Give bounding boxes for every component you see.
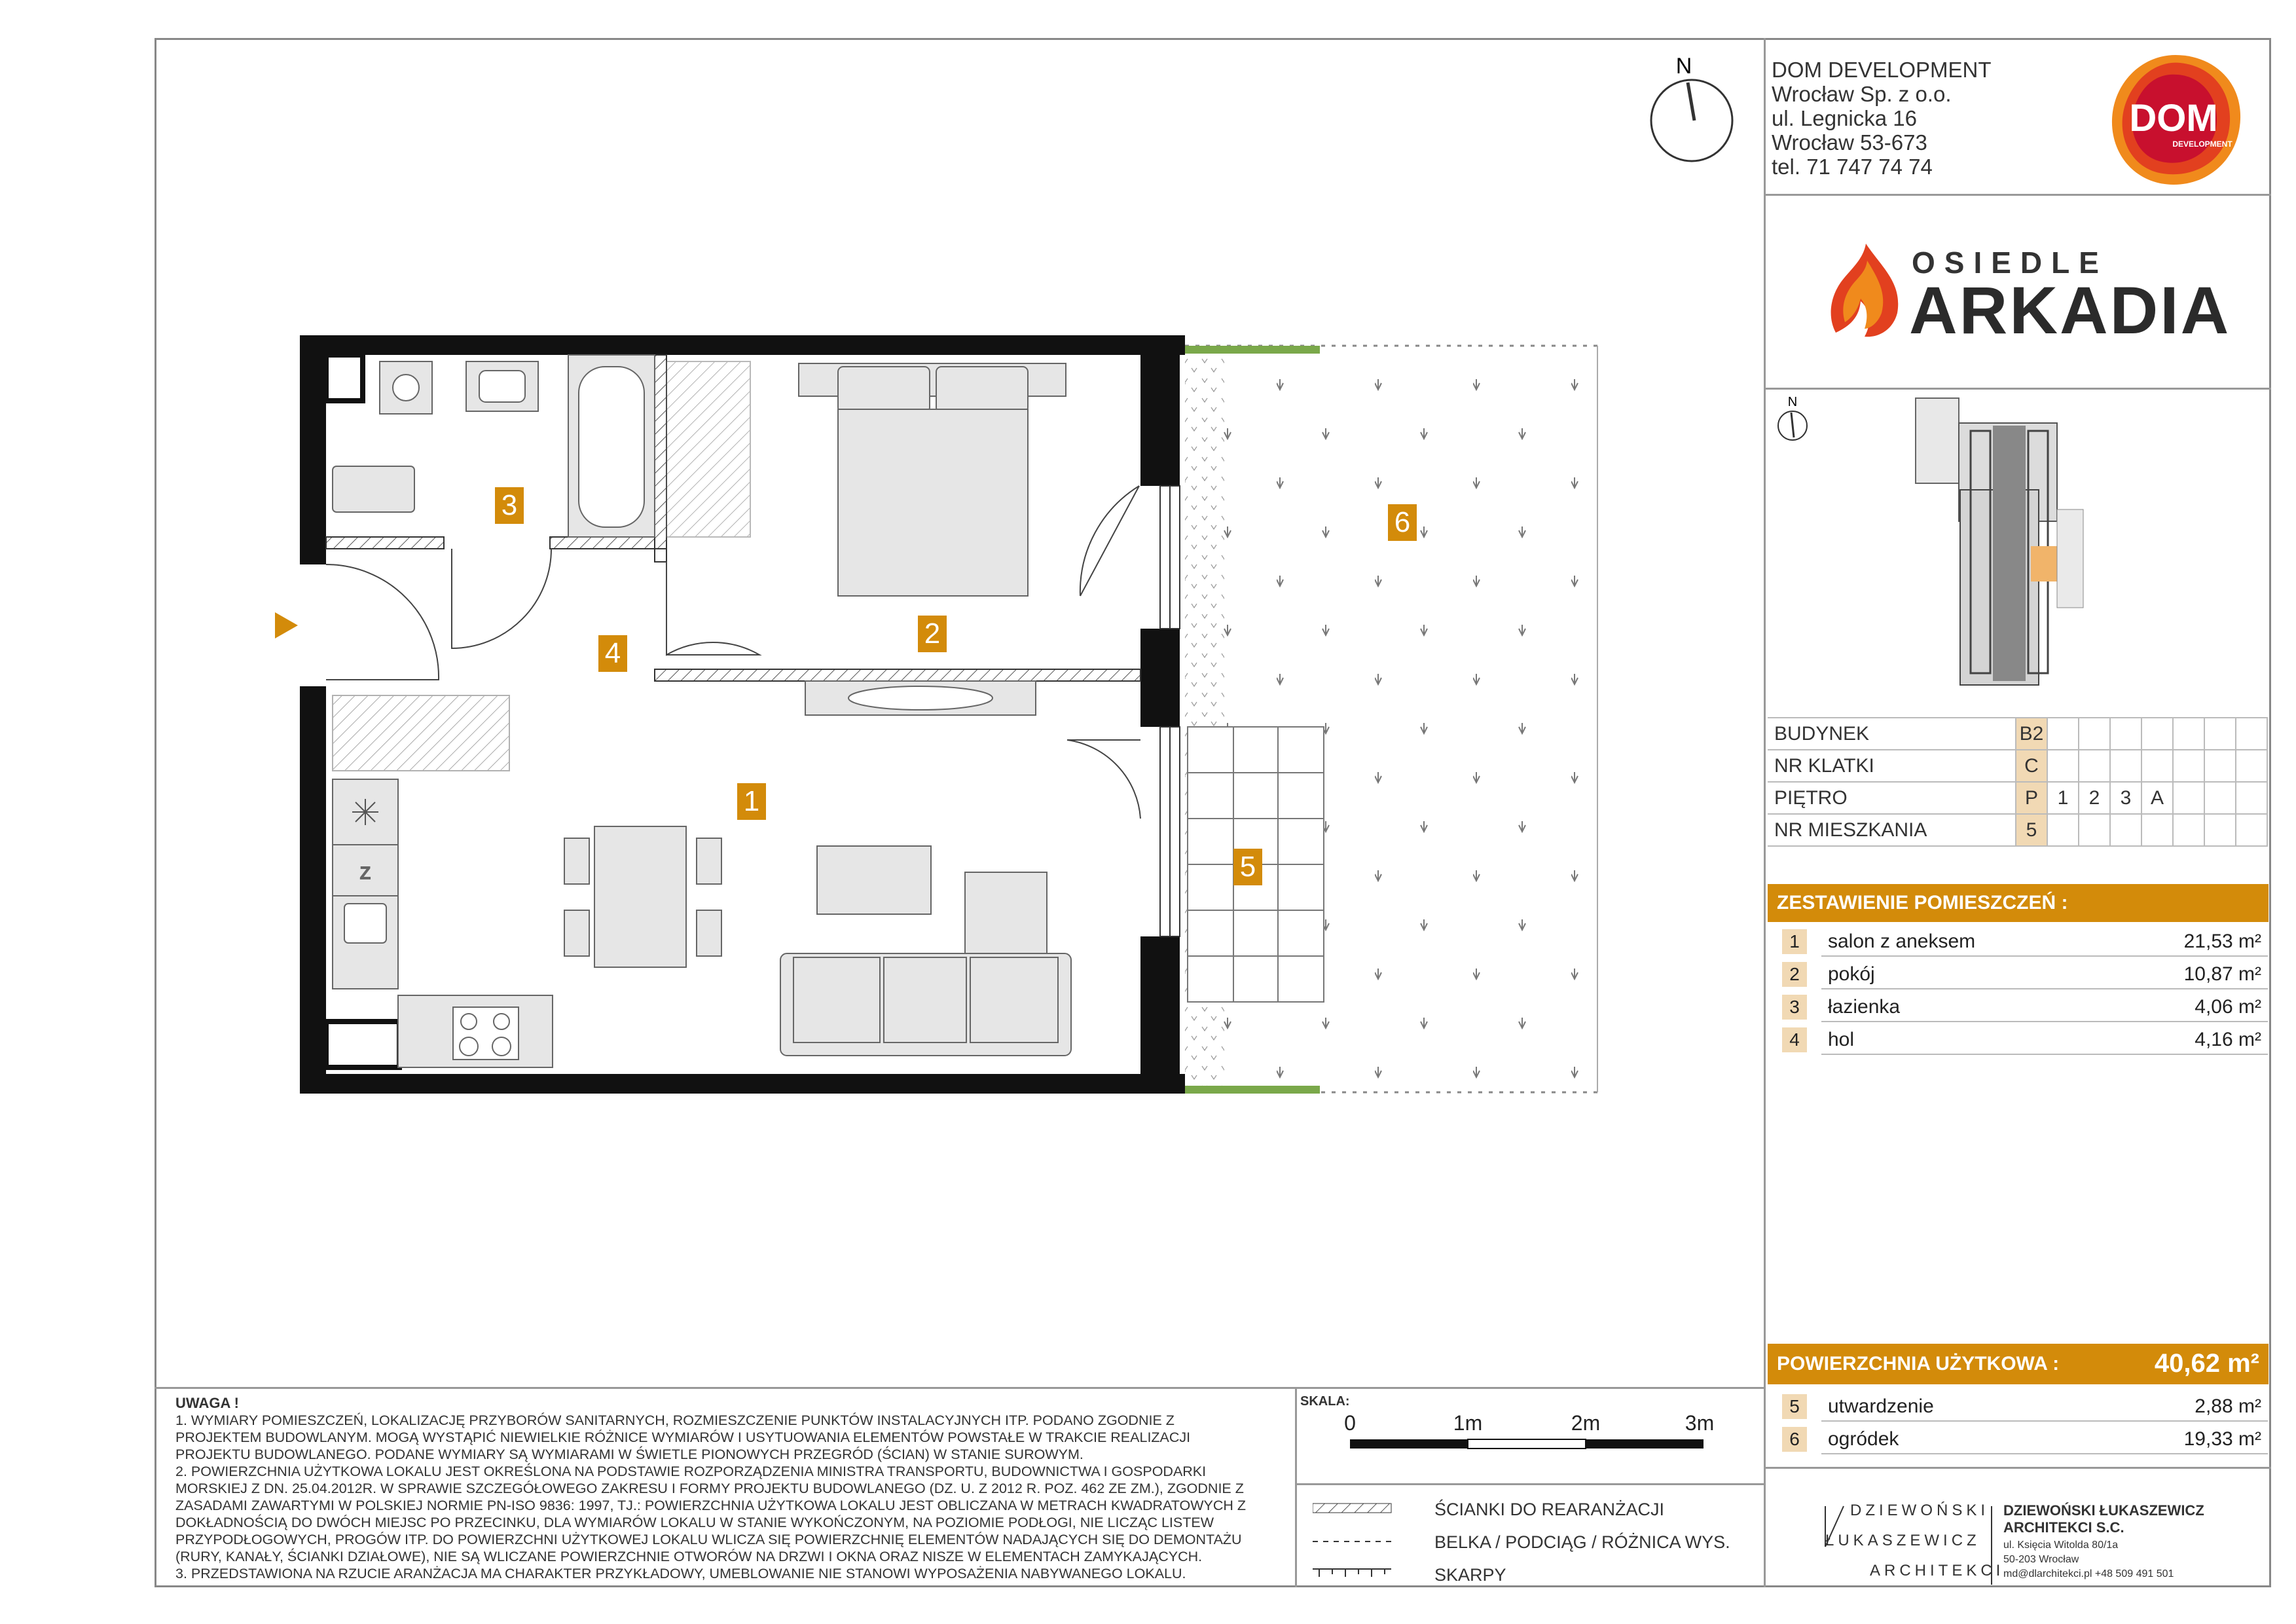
divider-architect bbox=[1764, 1467, 2271, 1469]
hedge-top bbox=[1185, 346, 1320, 354]
mieszkanie-label: NR MIESZKANIA bbox=[1768, 814, 2016, 846]
scale-bar bbox=[1296, 1390, 1728, 1462]
scale-label: SKALA: bbox=[1300, 1394, 1350, 1409]
divider-footer bbox=[155, 1387, 1765, 1389]
pietro-value-4: A bbox=[2141, 782, 2173, 814]
room-num: 1 bbox=[1782, 929, 1807, 954]
entrance-arrow-icon bbox=[275, 612, 298, 638]
bed-icon bbox=[799, 363, 1066, 596]
company-phone: tel. 71 747 74 74 bbox=[1772, 155, 1933, 179]
extra-name: utwardzenie bbox=[1828, 1395, 1934, 1417]
company-address bbox=[1772, 58, 1992, 179]
mieszkanie-value: 5 bbox=[2016, 814, 2047, 846]
legend-text: ŚCIANKI DO REARANŻACJI bbox=[1434, 1500, 1665, 1519]
row-budynek bbox=[1768, 718, 2267, 750]
legend-text: SKARPY bbox=[1434, 1565, 1506, 1585]
pietro-value-3: 3 bbox=[2110, 782, 2141, 814]
svg-text:Z: Z bbox=[360, 863, 371, 883]
room-area: 4,16 m² bbox=[2195, 1029, 2261, 1050]
dashed-beam-icon bbox=[1313, 1535, 1398, 1548]
legend-text: BELKA / PODCIĄG / RÓŻNICA WYS. bbox=[1434, 1532, 1730, 1552]
extra-area: 2,88 m² bbox=[2195, 1395, 2261, 1417]
room-name: salon z aneksem bbox=[1828, 931, 1976, 952]
key-plan-north-label: N bbox=[1787, 395, 1798, 409]
extra-row bbox=[1782, 1424, 2268, 1454]
architect-mark-3: ARCHITEKCI bbox=[1870, 1562, 2005, 1579]
hatch-wall-icon bbox=[1313, 1502, 1398, 1515]
slope-icon bbox=[1313, 1566, 1398, 1582]
room-badge-label: 6 bbox=[1394, 506, 1411, 538]
dom-development-logo bbox=[2107, 51, 2244, 189]
notes-p3: 3. PRZEDSTAWIONA NA RZUCIE ARANŻACJA MA CHARAKTER PRZYKŁADOWY, UMEBLOWANIE NIE STANOWI WYPOSAŻENIA NABYWANEGO LOKALU. bbox=[175, 1566, 1186, 1581]
architect-mark-1: DZIEWOŃSKI bbox=[1850, 1502, 1990, 1519]
project-main: ARKADIA bbox=[1909, 273, 2231, 348]
scale-tick-0: 0 bbox=[1344, 1411, 1356, 1435]
company-line2: Wrocław Sp. z o.o. bbox=[1772, 82, 1952, 106]
row-pietro bbox=[1768, 782, 2267, 814]
room-name: hol bbox=[1828, 1029, 1855, 1050]
room-row bbox=[1782, 992, 2268, 1022]
room-row bbox=[1782, 927, 2268, 957]
company-line3: ul. Legnicka 16 bbox=[1772, 106, 1917, 130]
total-label: POWIERZCHNIA UŻYTKOWA : bbox=[1777, 1353, 2060, 1375]
room-name: łazienka bbox=[1828, 996, 1901, 1018]
room-badge bbox=[1233, 849, 1262, 885]
rooms-header: ZESTAWIENIE POMIESZCZEŃ : bbox=[1768, 884, 2269, 922]
room-row bbox=[1782, 1025, 2268, 1055]
pietro-value-0: P bbox=[2016, 782, 2047, 814]
room-area: 21,53 m² bbox=[2183, 931, 2261, 952]
room-badge bbox=[598, 635, 627, 672]
architect-contact: md@dlarchitekci.pl +48 509 491 501 bbox=[2003, 1568, 2174, 1579]
shower-screen-icon bbox=[666, 361, 750, 537]
scale-tick-1: 1m bbox=[1453, 1411, 1483, 1435]
legend-item bbox=[1306, 1526, 1751, 1559]
divider-legend bbox=[1295, 1483, 1765, 1485]
legend-item bbox=[1306, 1493, 1751, 1526]
budynek-value: B2 bbox=[2016, 718, 2047, 750]
room-badge bbox=[1388, 504, 1417, 541]
row-mieszkanie bbox=[1768, 814, 2267, 846]
bathroom-fixtures bbox=[333, 355, 750, 537]
klatka-label: NR KLATKI bbox=[1768, 750, 2016, 782]
key-plan-unit-highlight bbox=[2031, 546, 2057, 581]
unit-info-table bbox=[1768, 717, 2268, 847]
klatka-value: C bbox=[2016, 750, 2047, 782]
extra-num: 6 bbox=[1782, 1427, 1807, 1452]
room-num: 3 bbox=[1782, 995, 1807, 1020]
extra-row bbox=[1782, 1392, 2268, 1422]
extra-area: 19,33 m² bbox=[2183, 1428, 2261, 1450]
kitchen-counter bbox=[333, 695, 553, 1067]
logo-text-main: DOM bbox=[2129, 97, 2218, 139]
company-name: DOM DEVELOPMENT bbox=[1772, 58, 1992, 82]
extra-name: ogródek bbox=[1828, 1428, 1899, 1450]
room-badge-label: 5 bbox=[1239, 851, 1256, 883]
toilet-icon bbox=[333, 466, 414, 512]
extra-num: 5 bbox=[1782, 1394, 1807, 1419]
north-arrow bbox=[1649, 48, 1740, 166]
company-line4: Wrocław 53-673 bbox=[1772, 130, 1927, 155]
key-plan-north bbox=[1778, 395, 1807, 440]
room-badge-label: 2 bbox=[924, 618, 941, 650]
notes-p2: 2. POWIERZCHNIA UŻYTKOWA LOKALU JEST OKREŚLONA NA PODSTAWIE ROZPORZĄDZENIA MINISTRA TRANSPORTU, BUDOWNICTWA I GOSPODARKI MORSKIEJ Z DN. 25.04.2012R. W SPRAWIE SZCZEGÓŁOWEGO ZAKRESU I FORMY PROJEKTU BUDOWLANEGO (DZ. U. Z 2012 R. POZ. 462 ZE ZM.), ZGODNIE Z ZASADAMI ZAWARTYMI W POLSKIEJ NORMIE PN-ISO 9836: 1997, TJ.: POWIERZCHNIA UŻYTKOWA LOKALU JEST OBLICZANA W METRACH KWADRATOWYCH Z DOKŁADNOŚCIĄ DO DWÓCH MIEJSC PO PRZECINKU, DLA WYMIARÓW LOKALU W STANIE WYKOŃCZONYM, NA POZIOMIE PODŁOGI, NIE LICZĄC LISTEW PRZYPODŁOGOWYCH, PROGÓW ITP. DO POWIERZCHNI UŻYTKOWEJ LOKALU WLICZA SIĘ POWIERZCHNIĘ ELEMENTÓW NADAJĄCYCH SIĘ DO DEMONTAŻU (RURY, KANAŁY, ŚCIANKI DZIAŁOWE), NIE SĄ WLICZANE POWIERZCHNIE OTWORÓW NA DRZWI I OKNA ORAZ NISZE W ELEMENTACH ZAMYKAJĄCYCH. bbox=[175, 1464, 1247, 1564]
pietro-value-2: 2 bbox=[2079, 782, 2110, 814]
room-name: pokój bbox=[1828, 963, 1875, 985]
budynek-label: BUDYNEK bbox=[1768, 718, 2016, 750]
coffee-table-icon bbox=[817, 846, 931, 914]
room-badge bbox=[495, 487, 524, 524]
architect-mark-2: ŁUKASZEWICZ bbox=[1825, 1532, 1980, 1549]
divider-header bbox=[1764, 194, 2271, 196]
room-row bbox=[1782, 959, 2268, 989]
room-area: 10,87 m² bbox=[2183, 963, 2261, 985]
room-badge-label: 4 bbox=[604, 637, 621, 669]
scale-tick-3: 3m bbox=[1685, 1411, 1715, 1435]
pietro-value-1: 1 bbox=[2047, 782, 2079, 814]
divider-project bbox=[1764, 388, 2271, 390]
room-badge-label: 1 bbox=[743, 785, 760, 817]
project-sub: OSIEDLE bbox=[1912, 246, 2108, 280]
logo-text-sub: DEVELOPMENT bbox=[2172, 139, 2232, 149]
notes-title: UWAGA ! bbox=[175, 1395, 239, 1411]
architect-addr1: ul. Księcia Witolda 80/1a bbox=[2003, 1540, 2119, 1551]
room-area: 4,06 m² bbox=[2195, 996, 2261, 1018]
floor-plan bbox=[249, 321, 1611, 1107]
hedge-bottom bbox=[1185, 1086, 1320, 1094]
architect-name2: ARCHITEKCI S.C. bbox=[2003, 1519, 2124, 1536]
north-label: N bbox=[1675, 54, 1692, 79]
notes bbox=[175, 1395, 1262, 1582]
pietro-label: PIĘTRO bbox=[1768, 782, 2016, 814]
architect-name1: DZIEWOŃSKI ŁUKASZEWICZ bbox=[2003, 1502, 2204, 1519]
room-num: 2 bbox=[1782, 962, 1807, 987]
flame-icon bbox=[1827, 241, 1905, 339]
total-area bbox=[1768, 1344, 2269, 1384]
row-klatka bbox=[1768, 750, 2267, 782]
project-logo bbox=[1827, 241, 2231, 348]
architect-mark bbox=[1825, 1502, 2004, 1585]
architect-block bbox=[1820, 1493, 2252, 1591]
architect-addr2: 50-203 Wrocław bbox=[2003, 1554, 2079, 1565]
notes-p1: 1. WYMIARY POMIESZCZEŃ, LOKALIZACJĘ PRZYBORÓW SANITARNYCH, ROZMIESZCZENIE PUNKTÓW INSTALACYJNYCH ITP. PODANO ZGODNIE Z PROJEKTEM BUDOWLANYM. MOGĄ WYSTĄPIĆ NIEWIELKIE RÓŻNICE WYMIARÓW I USYTUOWANIA ELEMENTÓW POWSTAŁE W TRAKCIE REALIZACJI PROJEKTU BUDOWLANEGO. PODANE WYMIARY SĄ WYMIARAMI W ŚWIETLE PIONOWYCH PRZEGRÓD (ŚCIAN) W STANIE SUROWYM. bbox=[175, 1412, 1191, 1462]
room-badge bbox=[737, 783, 766, 820]
total-value: 40,62 m² bbox=[2154, 1349, 2259, 1378]
legend-item bbox=[1306, 1559, 1751, 1591]
dining-table-icon bbox=[564, 826, 721, 967]
room-num: 4 bbox=[1782, 1027, 1807, 1052]
scale-tick-2: 2m bbox=[1571, 1411, 1601, 1435]
legend bbox=[1306, 1493, 1751, 1591]
room-badge bbox=[918, 616, 947, 652]
key-plan bbox=[1768, 392, 2102, 693]
room-badge-label: 3 bbox=[501, 489, 518, 521]
right-column-divider bbox=[1764, 38, 1766, 1587]
